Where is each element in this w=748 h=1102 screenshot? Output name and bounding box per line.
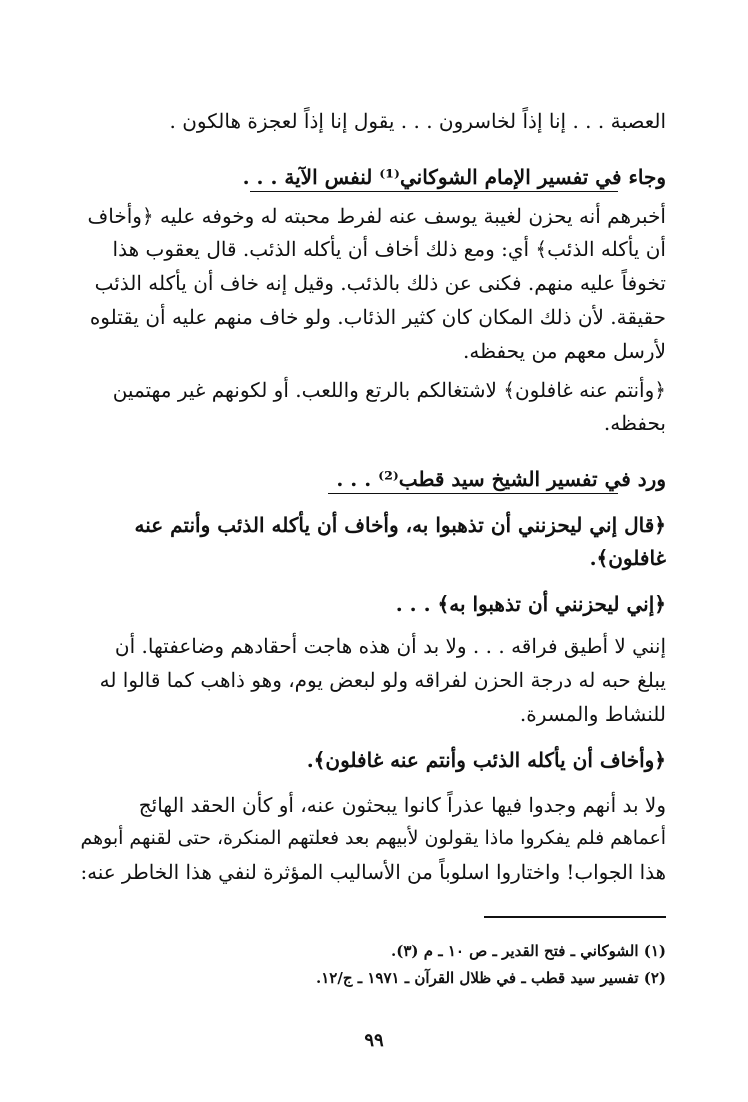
body-line: تخوفاً عليه منهم. فكنى عن ذلك بالذئب. وقيل إنه خاف أن يأكله الذئب: [94, 271, 666, 295]
heading-underline: [328, 493, 618, 494]
body-line: هذا الجواب! واختاروا اسلوباً من الأساليب المؤثرة لنفي هذا الخاطر عنه:: [80, 861, 666, 884]
body-line: يبلغ حبه له درجة الحزن لفراقه ولو لبعض يوم، وهو ذاهب كما قالوا له: [99, 668, 666, 692]
quran-quote: غافلون﴾.: [589, 546, 666, 570]
body-line: أن يأكله الذئب﴾ أي: ومع ذلك أخاف أن يأكله الذئب. قال يعقوب هذا: [112, 237, 666, 261]
page-number: ٩٩: [364, 1030, 384, 1051]
body-line: حقيقة. لأن ذلك المكان كان كثير الذئاب. ولو خاف منهم عليه أن يقتلوه: [89, 305, 666, 329]
body-line: بحفظه.: [603, 411, 666, 435]
body-line: أخبرهم أنه يحزن لغيبة يوسف عنه لفرط محبته له وخوفه عليه ﴿وأخاف: [87, 204, 666, 228]
section-heading-qutb: ورد في تفسير الشيخ سيد قطب⁽²⁾ . . .: [336, 467, 666, 491]
quran-quote: ﴿وأخاف أن يأكله الذئب وأنتم عنه غافلون﴾.: [306, 748, 666, 772]
footnote-separator: [484, 916, 666, 918]
body-line: إنني لا أطيق فراقه . . . ولا بد أن هذه هاجت أحقادهم وضاعفتها. أن: [114, 634, 666, 658]
body-line: ﴿وأنتم عنه غافلون﴾ لاشتغالكم بالرتع واللعب. أو لكونهم غير مهتمين: [112, 378, 666, 402]
quran-quote: ﴿قال إني ليحزنني أن تذهبوا به، وأخاف أن يأكله الذئب وأنتم عنه: [134, 513, 666, 537]
footnote-2: (٢) تفسير سيد قطب ـ في ظلال القرآن ـ ١٩٧١ ـ ج/١٢.: [315, 969, 666, 987]
footnote-1: (١) الشوكاني ـ فتح القدير ـ ص ١٠ ـ م (٣).: [390, 942, 666, 960]
body-line: لأرسل معهم من يحفظه.: [463, 339, 666, 363]
body-line: أعماهم فلم يفكروا ماذا يقولون لأبيهم بعد فعلتهم المنكرة، حتى لقنهم أبوهم: [80, 827, 666, 849]
body-line: ولا بد أنهم وجدوا فيها عذراً كانوا يبحثون عنه، أو كأن الحقد الهائج: [138, 793, 666, 817]
body-line: العصبة . . . إنا إذاً لخاسرون . . . يقول إنا إذاً لعجزة هالكون .: [169, 109, 666, 133]
body-line: للنشاط والمسرة.: [519, 702, 666, 726]
heading-underline: [250, 191, 618, 192]
quran-quote: ﴿إني ليحزنني أن تذهبوا به﴾ . . .: [395, 592, 666, 616]
section-heading-shawkani: وجاء في تفسير الإمام الشوكاني⁽¹⁾ لنفس الآية . . .: [242, 165, 666, 189]
